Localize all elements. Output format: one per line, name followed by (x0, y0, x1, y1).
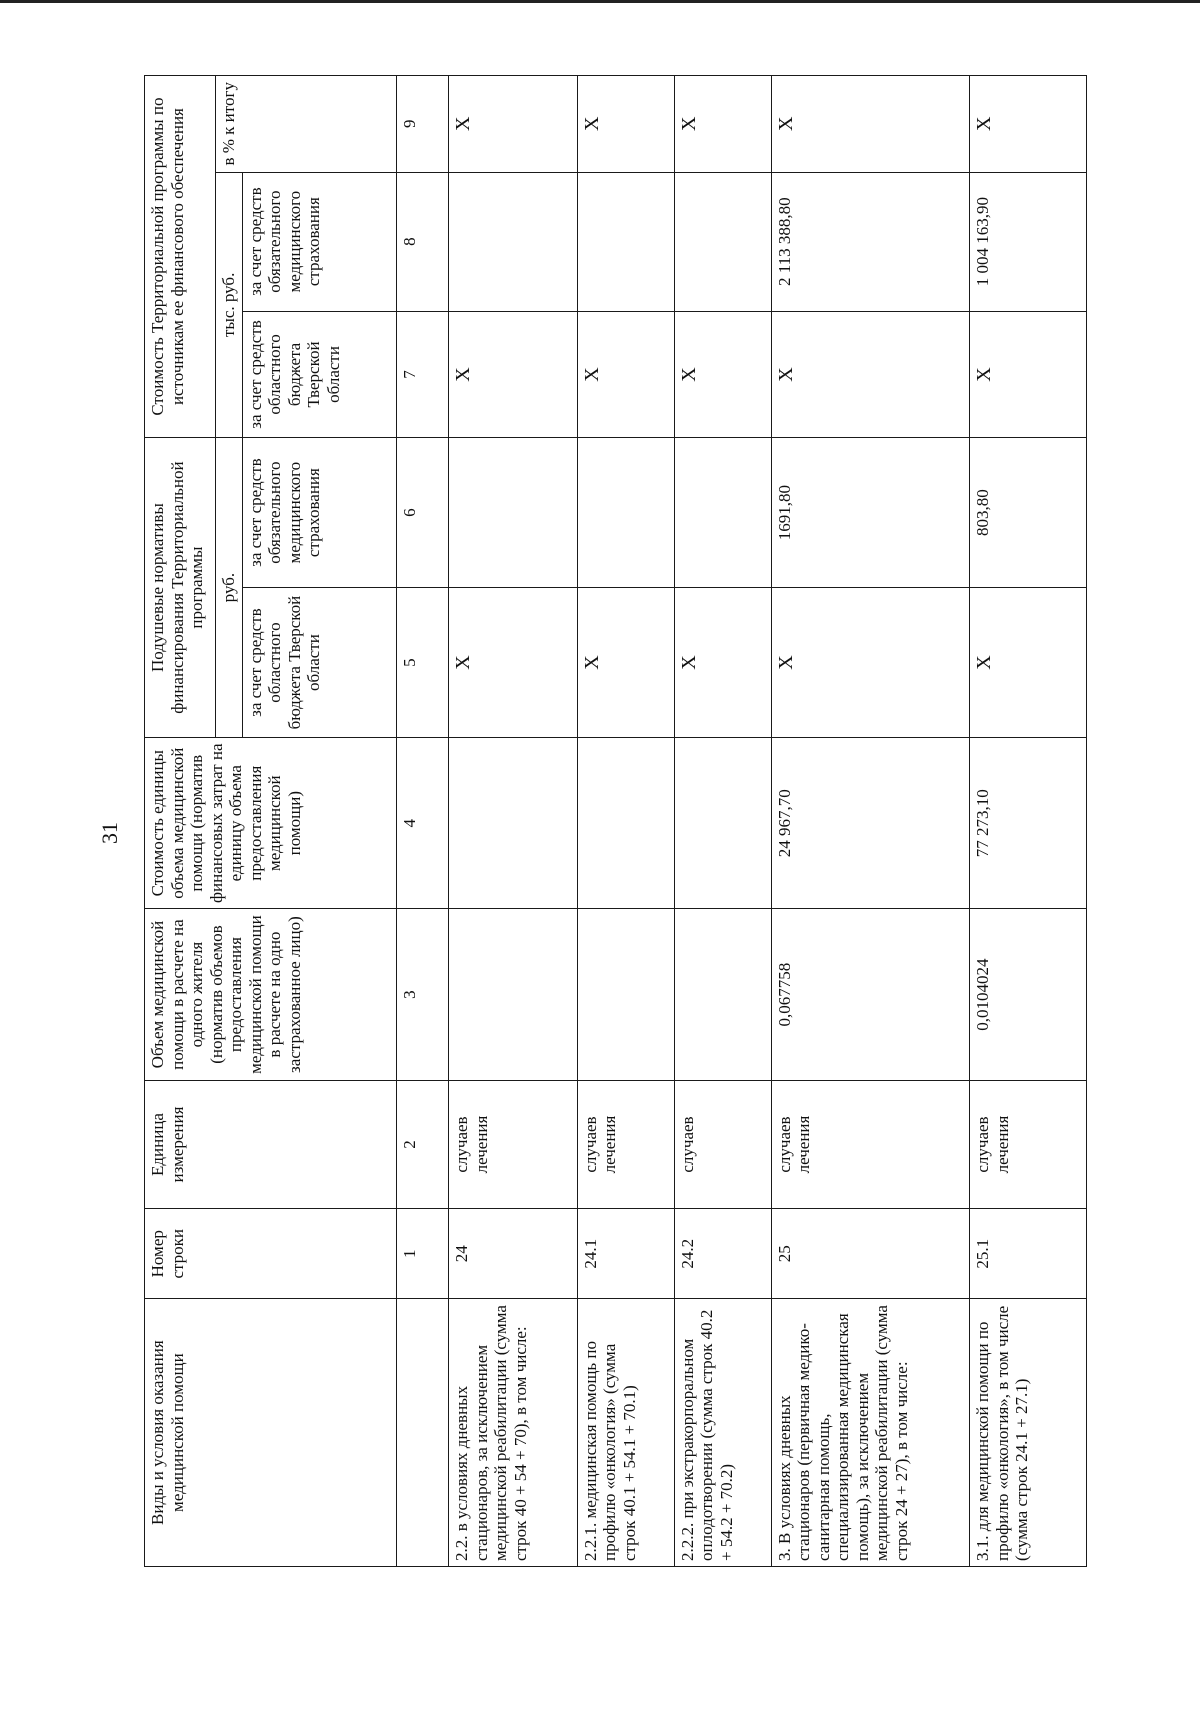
header-group-norms: Подушевые нормативы финансирования Территориальной программы (145, 438, 216, 738)
column-number-row (396, 76, 449, 1567)
header-norms-oms: за счет средств обязательного медицинского страхования (242, 438, 396, 588)
row-unit: случаев (674, 1080, 771, 1209)
row-unit: случаев лечения (577, 1080, 674, 1209)
row-total-budget: Х (970, 311, 1087, 437)
header-total-oms: за счет средств обязательного медицинского страхования (242, 172, 396, 311)
header-norms-unit: руб. (216, 438, 243, 738)
header-group-total: Стоимость Территориальной программы по источникам ее финансового обеспечения (145, 76, 216, 438)
table-row (674, 76, 771, 1567)
row-volume (577, 909, 674, 1080)
row-total-budget: Х (674, 311, 771, 437)
row-norm-oms (577, 438, 674, 588)
row-unit: случаев лечения (970, 1080, 1087, 1209)
table-row (970, 76, 1087, 1567)
row-number: 24.2 (674, 1209, 771, 1299)
row-total-budget: Х (577, 311, 674, 437)
page-number: 31 (97, 822, 122, 844)
row-norm-budget: Х (970, 588, 1087, 738)
header-norms-budget: за счет средств областного бюджета Тверской области (242, 588, 396, 738)
row-unit: случаев лечения (449, 1080, 578, 1209)
row-kind: 3.1. для медицинской помощи по профилю «онкология», в том числе (сумма строк 24.1 + 27.1) (970, 1299, 1087, 1567)
row-norm-oms: 1691,80 (771, 438, 970, 588)
row-kind: 2.2.1. медицинская помощь по профилю «онкология» (сумма строк 40.1 + 54.1 + 70.1) (577, 1299, 674, 1567)
header-unit-cost: Стоимость единицы объема медицинской помощи (норматив финансовых затрат на единицу объема предоставления медицинской помощи) (145, 738, 397, 909)
table-row (449, 76, 578, 1567)
column-number: 5 (396, 588, 449, 738)
row-volume (674, 909, 771, 1080)
header-volume: Объем медицинской помощи в расчете на одного жителя (норматив объемов предоставления медицинской помощи в расчете на одно застрахованное лицо) (145, 909, 397, 1080)
column-number: 1 (396, 1209, 449, 1299)
row-kind: 3. В условиях дневных стационаров (первичная медико-санитарная помощь, специализированная медицинская помощь), за исключением медицинской реабилитации (сумма строк 24 + 27), в том числе: (771, 1299, 970, 1567)
row-norm-budget: Х (771, 588, 970, 738)
column-number: 8 (396, 172, 449, 311)
row-number: 24.1 (577, 1209, 674, 1299)
column-number: 7 (396, 311, 449, 437)
column-number (396, 1299, 449, 1567)
header-total-unit: тыс. руб. (216, 172, 243, 438)
row-norm-budget: Х (577, 588, 674, 738)
row-volume (449, 909, 578, 1080)
header-total-budget: за счет средств областного бюджета Тверской области (242, 311, 396, 437)
column-number: 6 (396, 438, 449, 588)
rotated-table-container (144, 75, 1087, 1567)
row-number: 24 (449, 1209, 578, 1299)
row-number: 25.1 (970, 1209, 1087, 1299)
page-top-rule (0, 0, 1200, 3)
table-row (771, 76, 970, 1567)
row-volume: 0,067758 (771, 909, 970, 1080)
row-norm-budget: Х (449, 588, 578, 738)
row-unit: случаев лечения (771, 1080, 970, 1209)
header-total-percent: в % к итогу (216, 76, 397, 173)
row-kind: 2.2. в условиях дневных стационаров, за исключением медицинской реабилитации (сумма строк 40 + 54 + 70), в том числе: (449, 1299, 578, 1567)
header-unit: Единица измерения (145, 1080, 397, 1209)
row-number: 25 (771, 1209, 970, 1299)
header-row-number: Номер строки (145, 1209, 397, 1299)
row-percent: Х (970, 76, 1087, 173)
row-norm-oms: 803,80 (970, 438, 1087, 588)
column-number: 2 (396, 1080, 449, 1209)
row-total-oms (577, 172, 674, 311)
row-percent: Х (674, 76, 771, 173)
row-percent: Х (771, 76, 970, 173)
row-total-oms: 1 004 163,90 (970, 172, 1087, 311)
row-total-oms: 2 113 388,80 (771, 172, 970, 311)
row-percent: Х (577, 76, 674, 173)
table-row (577, 76, 674, 1567)
row-volume: 0,0104024 (970, 909, 1087, 1080)
row-total-budget: Х (771, 311, 970, 437)
row-norm-oms (449, 438, 578, 588)
row-norm-budget: Х (674, 588, 771, 738)
row-unit-cost (674, 738, 771, 909)
financing-norms-table (144, 75, 1087, 1567)
row-percent: Х (449, 76, 578, 173)
column-number: 3 (396, 909, 449, 1080)
row-total-budget: Х (449, 311, 578, 437)
row-unit-cost: 24 967,70 (771, 738, 970, 909)
row-total-oms (674, 172, 771, 311)
header-kind: Виды и условия оказания медицинской помощи (145, 1299, 397, 1567)
row-unit-cost: 77 273,10 (970, 738, 1087, 909)
row-kind: 2.2.2. при экстракорпоральном оплодотворении (сумма строк 40.2 + 54.2 + 70.2) (674, 1299, 771, 1567)
row-total-oms (449, 172, 578, 311)
row-unit-cost (449, 738, 578, 909)
row-norm-oms (674, 438, 771, 588)
column-number: 4 (396, 738, 449, 909)
column-number: 9 (396, 76, 449, 173)
row-unit-cost (577, 738, 674, 909)
